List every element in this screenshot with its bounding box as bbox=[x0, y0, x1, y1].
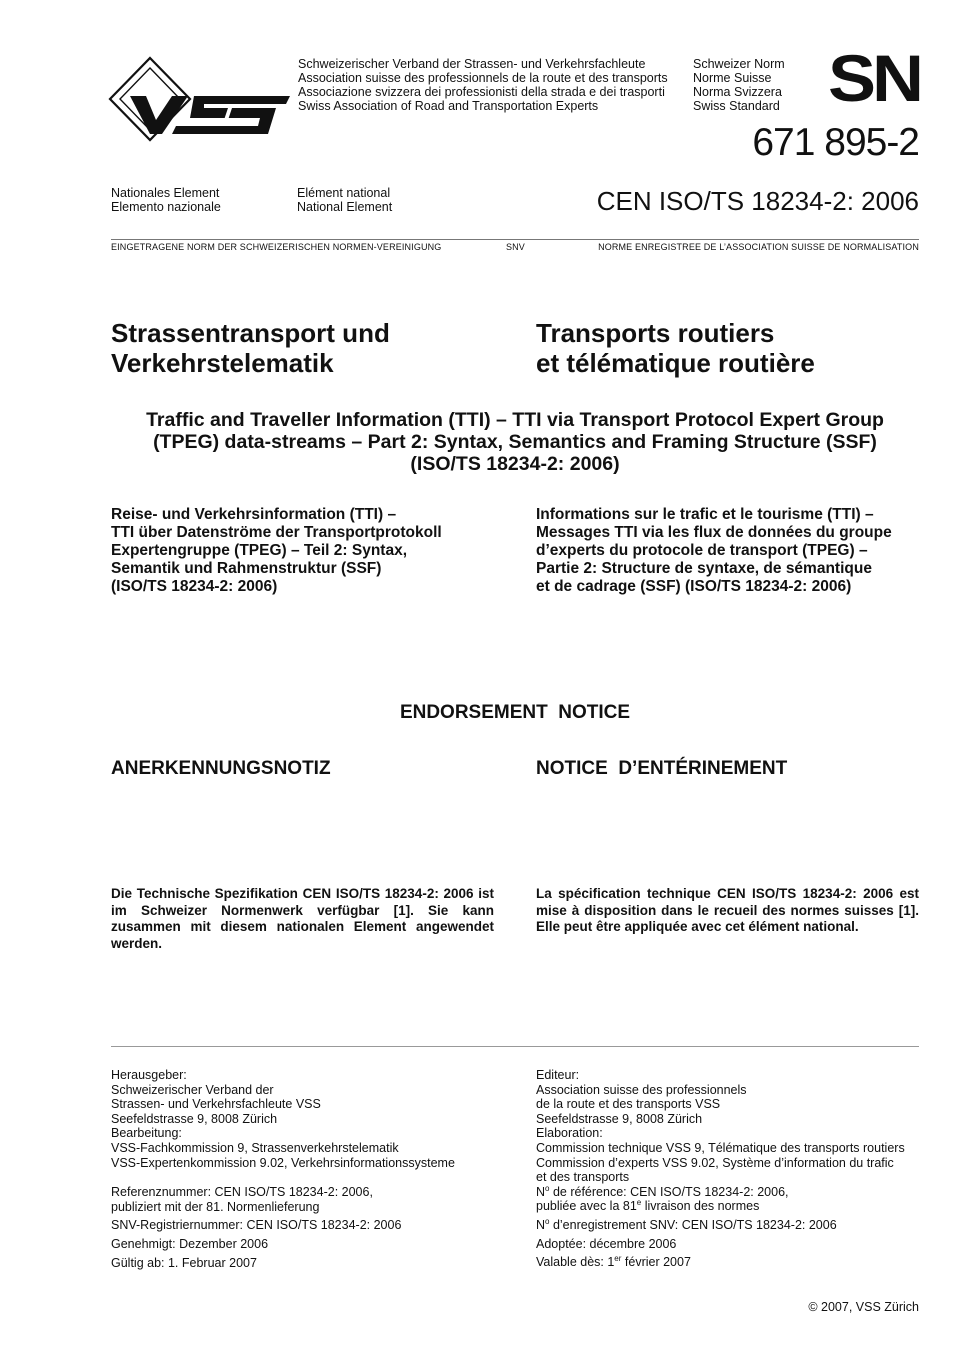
snv-text: N bbox=[536, 1217, 546, 1232]
subtitle-fr bbox=[536, 506, 892, 596]
vss-logo bbox=[108, 56, 294, 142]
superscript: o bbox=[545, 1183, 550, 1193]
title-en bbox=[100, 409, 930, 475]
element-label-it: Elemento nazionale bbox=[111, 200, 221, 214]
norm-labels bbox=[693, 57, 785, 113]
element-label-de: Nationales Element bbox=[111, 186, 220, 200]
superscript: er bbox=[614, 1254, 622, 1264]
association-name-de: Schweizerischer Verband der Strassen- und Verkehrsfachleute bbox=[298, 57, 646, 71]
registered-norm-snv: SNV bbox=[506, 242, 525, 252]
subtitle-fr-line: et de cadrage (SSF) (ISO/TS 18234-2: 2006) bbox=[536, 578, 852, 595]
header-rule bbox=[111, 239, 919, 240]
editing-line-de: VSS-Fachkommission 9, Strassenverkehrstelematik bbox=[111, 1140, 399, 1155]
editing-line-fr: et des transports bbox=[536, 1170, 630, 1185]
snv-text: d’enregistrement SNV: CEN ISO/TS 18234-2: 2006 bbox=[549, 1217, 837, 1232]
element-labels-left bbox=[111, 186, 221, 214]
publisher-line-fr: de la route et des transports VSS bbox=[536, 1097, 721, 1112]
norm-label-fr: Norme Suisse bbox=[693, 71, 772, 85]
reference-line-de: publiziert mit der 81. Normenlieferung bbox=[111, 1199, 320, 1214]
publisher-line-fr: Seefeldstrasse 9, 8008 Zürich bbox=[536, 1111, 703, 1126]
publisher-line-fr: Association suisse des professionnels bbox=[536, 1082, 747, 1097]
title-de bbox=[111, 318, 390, 378]
footer-de bbox=[111, 1068, 455, 1270]
cen-reference: CEN ISO/TS 18234-2: 2006 bbox=[596, 186, 919, 216]
notice-text-de: Die Technische Spezifikation CEN ISO/TS 18234-2: 2006 ist im Schweizer Normenwerk verfügbar [1]. Sie kann zusammen mit diesem nationalen Element angewendet werden. bbox=[111, 886, 494, 951]
subtitle-de-line: Reise- und Verkehrsinformation (TTI) – bbox=[111, 506, 397, 523]
footer-spacer bbox=[111, 1170, 455, 1185]
reference-text: de référence: CEN ISO/TS 18234-2: 2006, bbox=[549, 1184, 789, 1199]
publisher-label-de: Herausgeber: bbox=[111, 1068, 187, 1082]
norm-label-en: Swiss Standard bbox=[693, 99, 780, 113]
snv-number-fr bbox=[536, 1218, 905, 1233]
registered-norm-fr: NORME ENREGISTREE DE L’ASSOCIATION SUISSE DE NORMALISATION bbox=[598, 242, 919, 252]
registered-norm-de: EINGETRAGENE NORM DER SCHWEIZERISCHEN NORMEN-VEREINIGUNG bbox=[111, 242, 442, 252]
valid-text: Valable dès: 1 bbox=[536, 1255, 615, 1270]
valid-de: Gültig ab: 1. Februar 2007 bbox=[111, 1255, 257, 1270]
subtitle-de-line: Semantik und Rahmenstruktur (SSF) bbox=[111, 560, 382, 577]
reference-line-fr bbox=[536, 1185, 905, 1200]
publisher-line-de: Strassen- und Verkehrsfachleute VSS bbox=[111, 1097, 321, 1112]
element-labels-right bbox=[297, 186, 392, 214]
reference-text: livraison des normes bbox=[641, 1199, 760, 1214]
editing-label-fr: Elaboration: bbox=[536, 1126, 603, 1141]
document-number: 671 895-2 bbox=[752, 121, 919, 164]
norm-label-it: Norma Svizzera bbox=[693, 85, 782, 99]
subtitle-fr-line: d’experts du protocole de transport (TPEG) – bbox=[536, 542, 868, 559]
reference-line-fr bbox=[536, 1199, 905, 1214]
sn-mark: SN bbox=[827, 42, 920, 116]
element-label-fr: Elément national bbox=[297, 186, 391, 200]
editing-line-de: VSS-Expertenkommission 9.02, Verkehrsinformationssysteme bbox=[111, 1155, 455, 1170]
subtitle-de-line: TTI über Datenströme der Transportprotokoll bbox=[111, 524, 442, 541]
title-fr bbox=[536, 318, 815, 378]
editing-line-fr: Commission d’experts VSS 9.02, Système d’information du trafic bbox=[536, 1155, 894, 1170]
norm-label-de: Schweizer Norm bbox=[693, 57, 785, 71]
notice-heading-fr: NOTICE D’ENTÉRINEMENT bbox=[536, 758, 788, 779]
footer-rule bbox=[111, 1046, 919, 1047]
valid-text: février 2007 bbox=[621, 1255, 691, 1270]
reference-text: publiée avec la 81 bbox=[536, 1199, 637, 1214]
reference-text: N bbox=[536, 1184, 546, 1199]
association-name-en: Swiss Association of Road and Transportation Experts bbox=[298, 99, 599, 113]
editing-label-de: Bearbeitung: bbox=[111, 1126, 182, 1141]
title-fr-line: Transports routiers bbox=[536, 318, 775, 348]
notice-text-fr: La spécification technique CEN ISO/TS 18234-2: 2006 est mise à disposition dans le recueil des normes suisses [1]. Elle peut être appliquée avec cet élément national. bbox=[536, 886, 919, 934]
publisher-label-fr: Editeur: bbox=[536, 1068, 580, 1082]
copyright: © 2007, VSS Zürich bbox=[808, 1300, 919, 1314]
reference-line-de: Referenznummer: CEN ISO/TS 18234-2: 2006, bbox=[111, 1185, 373, 1200]
approved-de: Genehmigt: Dezember 2006 bbox=[111, 1236, 269, 1251]
title-de-line: Strassentransport und bbox=[111, 318, 390, 348]
title-de-line: Verkehrstelematik bbox=[111, 348, 334, 378]
title-en-line: Traffic and Traveller Information (TTI) – TTI via Transport Protocol Expert Group bbox=[146, 409, 884, 431]
footer-fr bbox=[536, 1068, 905, 1270]
superscript: o bbox=[545, 1216, 550, 1226]
title-fr-line: et télématique routière bbox=[536, 348, 815, 378]
notice-heading-de: ANERKENNUNGSNOTIZ bbox=[111, 758, 331, 779]
subtitle-de-line: Expertengruppe (TPEG) – Teil 2: Syntax, bbox=[111, 542, 407, 559]
publisher-line-de: Schweizerischer Verband der bbox=[111, 1082, 274, 1097]
approved-fr: Adoptée: décembre 2006 bbox=[536, 1236, 677, 1251]
subtitle-fr-line: Messages TTI via les flux de données du groupe bbox=[536, 524, 892, 541]
association-names bbox=[298, 57, 668, 113]
element-label-en: National Element bbox=[297, 200, 393, 214]
subtitle-fr-line: Informations sur le trafic et le tourisme (TTI) – bbox=[536, 506, 874, 523]
publisher-line-de: Seefeldstrasse 9, 8008 Zürich bbox=[111, 1111, 278, 1126]
association-name-it: Associazione svizzera dei professionisti della strada e dei trasporti bbox=[298, 85, 665, 99]
subtitle-de bbox=[111, 506, 442, 596]
association-name-fr: Association suisse des professionnels de la route et des transports bbox=[298, 71, 668, 85]
editing-line-fr: Commission technique VSS 9, Télématique des transports routiers bbox=[536, 1140, 905, 1155]
subtitle-fr-line: Partie 2: Structure de syntaxe, de sémantique bbox=[536, 560, 872, 577]
superscript: e bbox=[636, 1198, 642, 1208]
title-en-line: (TPEG) data-streams – Part 2: Syntax, Semantics and Framing Structure (SSF) bbox=[153, 431, 877, 453]
subtitle-de-line: (ISO/TS 18234-2: 2006) bbox=[111, 578, 278, 595]
title-en-line: (ISO/TS 18234-2: 2006) bbox=[410, 453, 620, 475]
notice-heading-en: ENDORSEMENT NOTICE bbox=[399, 702, 631, 723]
valid-fr bbox=[536, 1255, 905, 1270]
snv-number-de: SNV-Registriernummer: CEN ISO/TS 18234-2: 2006 bbox=[111, 1218, 402, 1233]
